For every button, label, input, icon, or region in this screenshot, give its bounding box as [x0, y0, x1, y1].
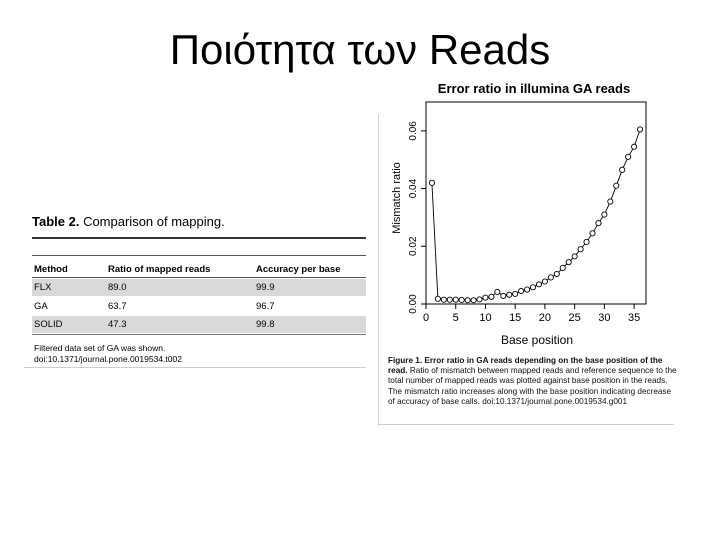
x-tick-label: 15 [509, 312, 522, 324]
data-point [441, 297, 446, 302]
data-point [459, 297, 464, 302]
table-caption-label: Table 2. [32, 214, 80, 229]
data-point [626, 154, 631, 159]
table-cell-accuracy: 99.8 [256, 319, 275, 330]
figure-caption-text: Ratio of mismatch between mapped reads and reference sequence to the total number of mapped reads was plotted against base position in the reads. The mismatch ratio increases along with the base position indicating decrease of accuracy of base calls. [388, 366, 677, 406]
table-doi: doi:10.1371/journal.pone.0019534.t002 [34, 354, 182, 364]
table-divider [24, 367, 366, 368]
data-point [584, 239, 589, 244]
x-tick-label: 10 [479, 312, 492, 324]
data-point [477, 297, 482, 302]
data-point [524, 287, 529, 292]
data-point [542, 279, 547, 284]
table-caption-text: Comparison of mapping. [79, 214, 225, 229]
data-point [632, 144, 637, 149]
y-tick-label: 0.04 [408, 178, 419, 199]
table-header-rule-bottom [32, 277, 366, 278]
y-tick-label: 0.00 [408, 294, 419, 314]
data-point [530, 285, 535, 290]
data-point [495, 289, 500, 294]
data-point [548, 275, 553, 280]
data-point [572, 254, 577, 259]
data-point [447, 297, 452, 302]
table-cell-accuracy: 96.7 [256, 301, 275, 312]
data-point [435, 296, 440, 301]
figure-caption-title: Figure 1. Error ratio in GA reads depending on the base position of the read. [388, 356, 663, 376]
x-tick-label: 20 [538, 312, 552, 324]
table-top-rule [32, 237, 366, 239]
table-header-ratio: Ratio of mapped reads [108, 264, 211, 275]
table-row [32, 316, 366, 333]
table-cell-method: FLX [34, 282, 52, 293]
mismatch-ratio-chart [378, 78, 678, 358]
x-axis-label: Base position [500, 333, 574, 347]
table-cell-ratio: 47.3 [108, 319, 127, 330]
x-tick-label: 5 [452, 312, 459, 324]
series-line [432, 129, 640, 300]
figure-panel [378, 78, 678, 428]
data-point [554, 271, 559, 276]
figure-caption [388, 356, 678, 407]
data-point [566, 260, 571, 265]
x-tick-label: 35 [627, 312, 641, 324]
figure-doi: doi:10.1371/journal.pone.0019534.g001 [482, 396, 627, 406]
table-header-accuracy: Accuracy per base [256, 264, 341, 275]
data-point [489, 294, 494, 299]
table-row [32, 298, 366, 315]
y-tick-label: 0.06 [408, 121, 419, 141]
data-point [608, 199, 613, 204]
data-point [560, 265, 565, 270]
table-footnote [34, 343, 182, 365]
data-point [596, 221, 601, 226]
data-point [513, 291, 518, 296]
data-point [453, 297, 458, 302]
data-point [590, 231, 595, 236]
data-point [536, 282, 541, 287]
data-point [501, 293, 506, 298]
data-point [620, 167, 625, 172]
table-bottom-rule [32, 334, 366, 335]
data-point [519, 288, 524, 293]
table-header-method: Method [34, 264, 68, 275]
table-cell-method: SOLID [34, 319, 63, 330]
y-tick-label: 0.02 [408, 236, 419, 257]
data-point [578, 247, 583, 252]
table-footnote-text: Filtered data set of GA was shown. [34, 343, 166, 353]
table-header-row [32, 261, 366, 277]
data-point [429, 180, 434, 185]
table-cell-ratio: 63.7 [108, 301, 127, 312]
figure-divider [378, 424, 674, 425]
x-tick-label: 0 [422, 312, 430, 324]
x-tick-label: 30 [598, 312, 611, 324]
table-cell-ratio: 89.0 [108, 282, 127, 293]
y-axis-label: Mismatch ratio [391, 162, 403, 234]
chart-title: Error ratio in illumina GA reads [437, 81, 631, 96]
data-point [507, 292, 512, 297]
table-cell-method: GA [34, 301, 48, 312]
data-point [483, 295, 488, 300]
table-caption [32, 214, 225, 229]
table-figure [24, 203, 366, 368]
table-header-rule-top [32, 255, 366, 256]
table-cell-accuracy: 99.9 [256, 282, 275, 293]
data-point [637, 127, 642, 132]
data-point [614, 183, 619, 188]
plot-area [408, 102, 646, 324]
table-row [32, 279, 366, 296]
x-tick-label: 25 [568, 312, 581, 324]
slide-title: Ποιότητα των Reads [169, 26, 551, 73]
data-point [465, 298, 470, 303]
data-point [471, 298, 476, 303]
data-point [602, 212, 607, 217]
